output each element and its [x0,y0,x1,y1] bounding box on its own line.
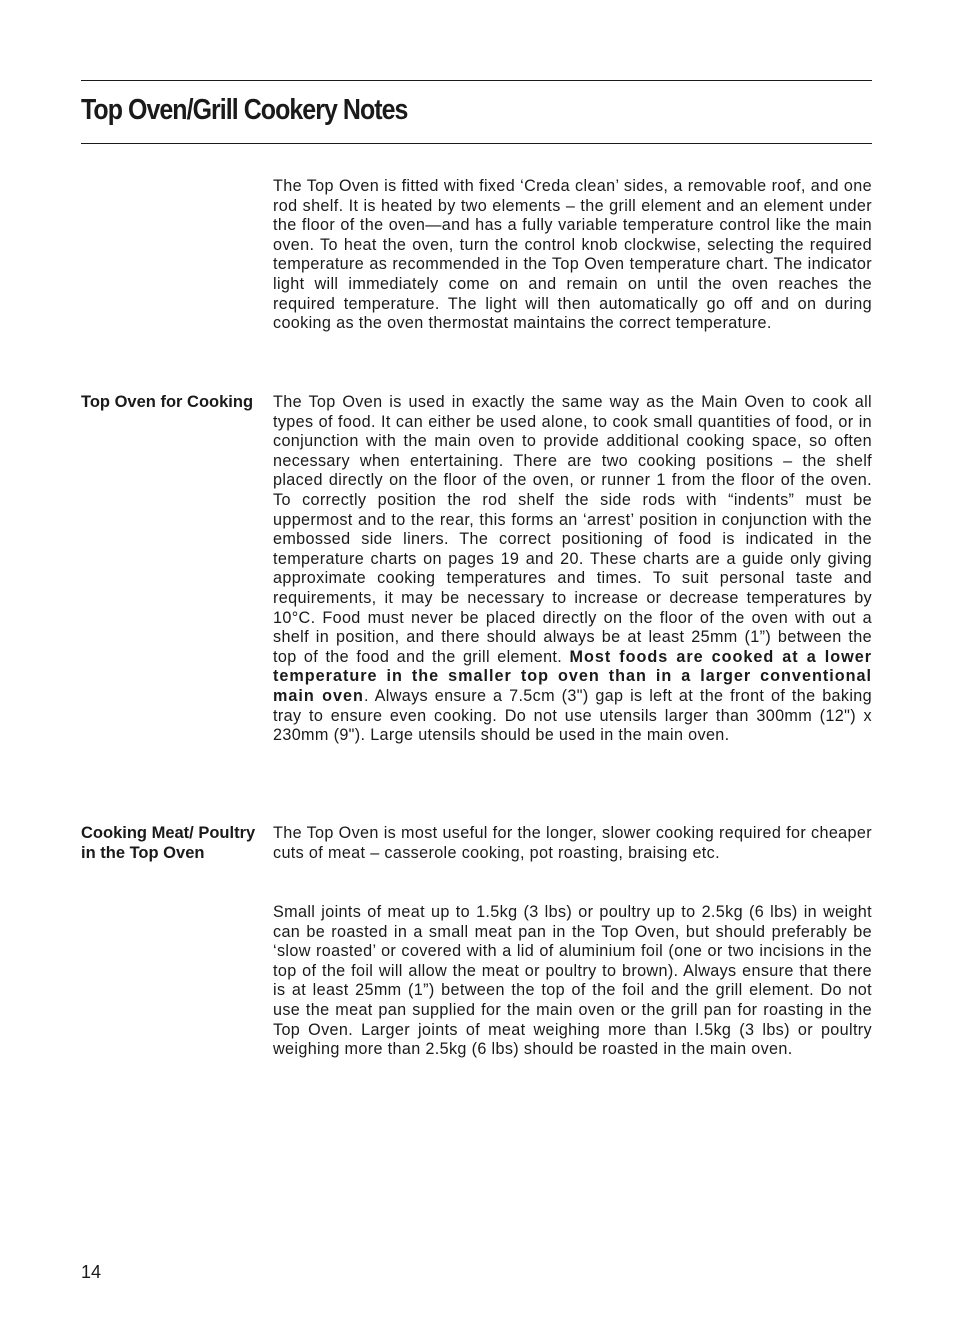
section-heading-cooking-meat-poultry: Cooking Meat/ Poultry in the Top Oven [81,824,256,862]
top-oven-cooking-paragraph [273,393,872,746]
header-rule-bottom [81,143,872,144]
header-rule-top [81,80,872,81]
intro-paragraph: The Top Oven is fitted with fixed ‘Creda clean’ sides, a removable roof, and one rod shelf. It is heated by two elements – the grill element and an element under the floor of the oven—and has a fully variable temperature control like the main oven. To heat the oven, turn the control knob clockwise, selecting the required temperature as recommended in the Top Oven temperature chart. The indicator light will immediately come on and remain on until the oven reaches the required temperature. The light will then automatically go off and on during cooking as the oven thermostat maintains the correct temperature. [273,177,872,333]
top-oven-cooking-emphasis: Most foods are cooked at a lower temperature in the smaller top oven than in a larger conventional main oven [273,647,872,705]
top-oven-cooking-text: The Top Oven is used in exactly the same way as the Main Oven to cook all types of food. It can either be used alone, to cook small quantities of food, or in conjunction with the main oven to provide additional cooking space, so often necessary when entertaining. There are two cooking positions – the shelf placed directly on the floor of the oven, or runner 1 from the floor of the oven. To correctly position the rod shelf the side rods with “indents” must be uppermost and to the rear, this forms an ‘arrest’ position in conjunction with the embossed side liners. The correct positioning of food is indicated in the temperature charts on pages 19 and 20. These charts are a guide only giving approximate cooking temperatures and times. To suit personal taste and requirements, it may be necessary to increase or decrease temperatures by 10°C. Food must never be placed directly on the floor of the oven with out a shelf in position, and there should always be at least 25mm (1”) between the top of the food and the grill element. [273,393,872,666]
page-number: 14 [81,1262,102,1282]
section-heading-top-oven-for-cooking: Top Oven for Cooking [81,393,254,411]
meat-poultry-paragraph-2: Small joints of meat up to 1.5kg (3 lbs) or poultry up to 2.5kg (6 lbs) in weight can be roasted in a small meat pan in the Top Oven, but should preferably be ‘slow roasted’ or covered with a lid of aluminium foil (one or two incisions in the top of the foil will allow the meat or poultry to brown). Always ensure that there is at least 25mm (1”) between the top of the foil and the grill element. Do not use the meat pan supplied for the main oven or the grill pan for roasting in the Top Oven. Larger joints of meat weighing more than l.5kg (3 lbs) or poultry weighing more than 2.5kg (6 lbs) should be roasted in the main oven. [273,903,872,1059]
meat-poultry-paragraph-1: The Top Oven is most useful for the longer, slower cooking required for cheaper cuts of meat – casserole cooking, pot roasting, braising etc. [273,824,872,862]
page-title: Top Oven/Grill Cookery Notes [81,94,408,126]
top-oven-cooking-text-end: . Always ensure a 7.5cm (3") gap is left at the front of the baking tray to ensure even cooking. Do not use utensils larger than 300mm (12") x 230mm (9"). Large utensils should be used in the main oven. [273,686,872,745]
